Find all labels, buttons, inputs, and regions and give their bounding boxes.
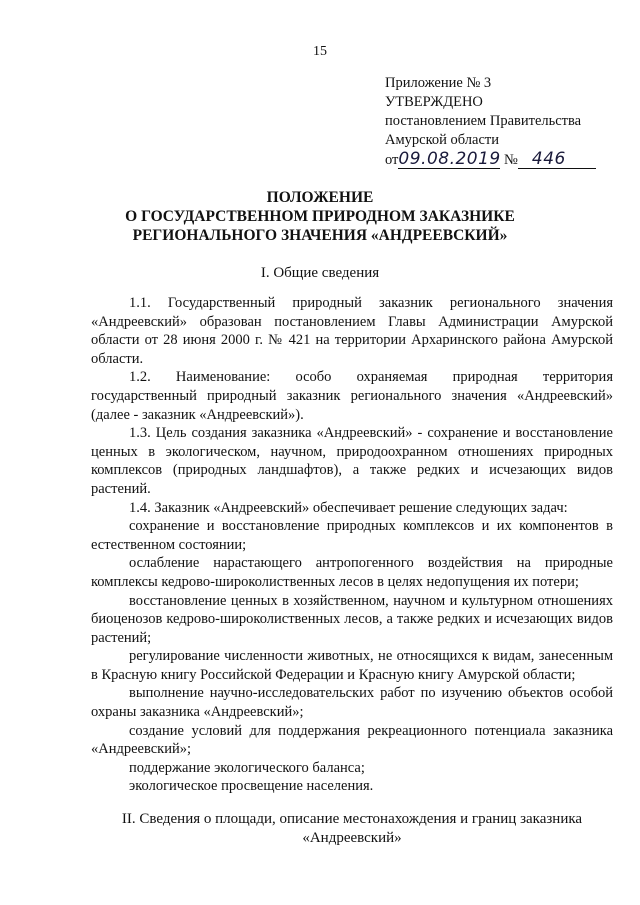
paragraph-1-4: 1.4. Заказник «Андреевский» обеспечивает решение следующих задач: [129, 499, 568, 516]
section-2-heading [91, 810, 613, 848]
paragraph-1-2: 1.2. Наименование: особо охраняемая природная территория государственный природный заказник регионального значения «Андреевский» (далее - заказник «Андреевский»). [91, 369, 613, 423]
handwritten-date: 09.08.2019 [398, 149, 501, 169]
section-1-heading: I. Общие сведения [260, 265, 380, 281]
task-item: поддержание экологического баланса; [129, 759, 365, 776]
title-line-2: О ГОСУДАРСТВЕННОМ ПРИРОДНОМ ЗАКАЗНИКЕ [125, 208, 515, 225]
section-2-heading-line-2: «Андреевский» [302, 830, 402, 846]
date-prefix: от [385, 152, 399, 168]
task-item: экологическое просвещение населения. [129, 778, 374, 795]
document-title [0, 188, 640, 245]
task-item: выполнение научно-исследовательских работ по изучению объектов особой охраны заказника «Андреевский»; [91, 685, 613, 721]
paragraph-1-3: 1.3. Цель создания заказника «Андреевский» - сохранение и восстановление ценных в экологическом, научном, природоохранном отношениях природных комплексов (природных ландшафтов), а также редких и исчезающих видов растений. [91, 425, 613, 497]
page-number: 15 [313, 44, 327, 59]
resolution-label: постановлением Правительства [385, 113, 582, 129]
paragraph-1-1: 1.1. Государственный природный заказник регионального значения «Андреевский» образован постановлением Главы Администрации Амурской области от 28 июня 2000 г. № 421 на территории Архаринского района Амурской области. [91, 295, 613, 367]
handwritten-number: 446 [518, 150, 596, 169]
task-item: ослабление нарастающего антропогенного воздействия на природные комплексы кедрово-широколиственных лесов в целях недопущения их потери; [91, 555, 613, 590]
task-item: регулирование численности животных, не относящихся к видам, занесенным в Красную книгу Российской Федерации и Красную книгу Амурской области; [91, 648, 613, 683]
section-1-body [91, 294, 613, 796]
approved-label: УТВЕРЖДЕНО [385, 94, 483, 110]
task-item: создание условий для поддержания рекреационного потенциала заказника «Андреевский»; [91, 722, 613, 758]
appendix-label: Приложение № 3 [385, 75, 492, 91]
region-label: Амурской области [385, 132, 499, 148]
approval-block [385, 74, 625, 170]
title-line-3: РЕГИОНАЛЬНОГО ЗНАЧЕНИЯ «АНДРЕЕВСКИЙ» [132, 227, 508, 244]
task-item: сохранение и восстановление природных комплексов и их компонентов в естественном состоянии; [91, 518, 613, 553]
date-number-line [385, 150, 625, 170]
title-line-1: ПОЛОЖЕНИЕ [266, 189, 374, 206]
task-item: восстановление ценных в хозяйственном, научном и культурном отношениях биоценозов кедрово-широколиственных лесов, а также редких и исчезающих видов растений; [91, 592, 613, 646]
number-label: № [504, 152, 518, 168]
section-2-heading-line-1: II. Сведения о площади, описание местонахождения и границ заказника [121, 811, 583, 827]
